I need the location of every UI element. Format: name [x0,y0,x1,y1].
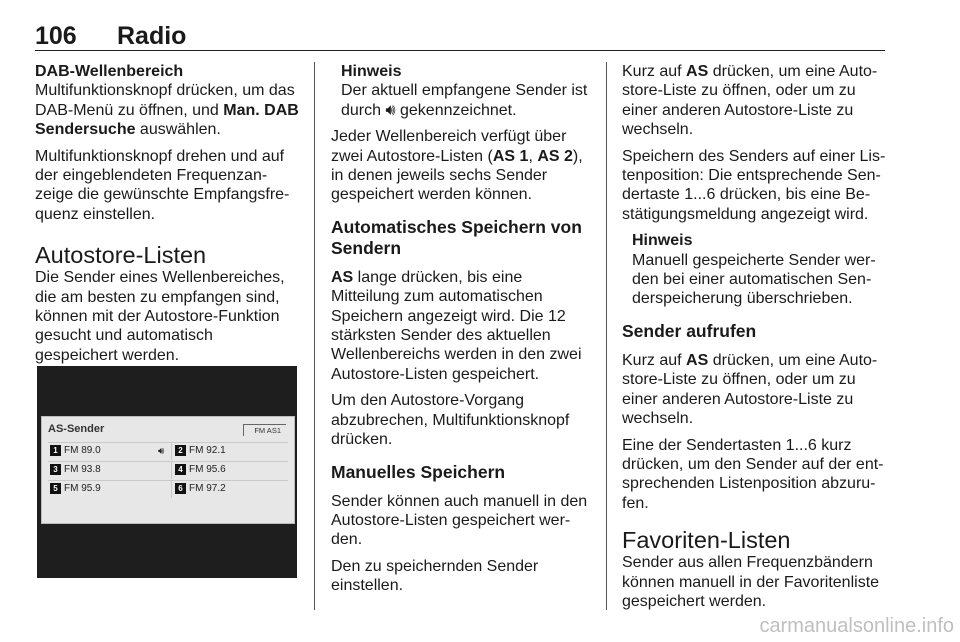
text-run: Der aktuell empfangene Sender ist durch [341,82,588,119]
heading-autostore: Autostore-Listen [35,242,207,269]
text-run: auswählen. [135,121,221,139]
text-run: Kurz auf [622,63,687,80]
paragraph-favorites: Sender aus allen Frequenzbändern können manuell in der Favoritenliste gespeichert werden. [622,554,880,610]
as-sender-panel [41,416,295,524]
paragraph-frequency: Multifunktionsknopf drehen und auf der eingeblendeten Frequenzanzeige die gewünschte Empfangsfrequenz einstellen. [35,147,290,223]
paragraph-auto-save [331,268,591,384]
text-run: drücken, um eine Autostore-Liste zu öffnen, oder um zu einer anderen Autostore-Liste zu wechseln. [622,63,878,139]
column-divider [606,62,607,610]
column-divider [314,62,315,610]
hint-text: Manuell gespeicherte Sender werden bei einer automatischen Senderspeicherung überschrieben. [632,251,876,308]
bold-as: AS [686,63,709,80]
bold-as1: AS 1 [492,147,529,165]
radio-screenshot [37,366,297,578]
heading-dab: DAB-Wellenbereich [35,63,184,80]
speaker-icon: 🔊︎ [158,446,165,457]
preset-number: 2 [175,445,186,456]
hint-box [632,231,888,309]
preset-number: 4 [175,464,186,475]
preset-frequency: FM 97.2 [189,483,226,495]
heading-auto-save: Automatisches Speichern von Sendern [331,216,582,258]
band-tab: FM AS1 [243,424,286,436]
paragraph-manual: Sender können auch manuell in den Autostore-Listen gespeichert werden. [331,492,588,549]
preset-frequency: FM 93.8 [64,464,101,476]
preset-number: 6 [175,483,186,494]
page-title: Radio [117,22,187,50]
paragraph-open-list [622,62,888,140]
text-run: Kurz auf [622,351,687,369]
column-1 [35,62,299,372]
preset-number: 3 [50,464,61,475]
heading-manual-save: Manuelles Speichern [331,461,506,482]
preset-row [48,461,288,479]
paragraph-autostore-intro: Die Sender eines Wellenbereiches, die am besten zu empfangen sind, können mit der Autostore-Funktion gesucht und automatisch gespeichert werden. [35,269,285,364]
bold-as: AS [686,351,709,369]
page-number: 106 [35,22,77,50]
preset-row [48,480,288,498]
paragraph-recall-list [622,351,888,429]
paragraph-dab-menu [35,81,299,139]
preset-row [48,442,288,460]
preset-number: 5 [50,483,61,494]
text-run: Jeder Wellenbereich verfügt über zwei Autostore-Listen ( [331,128,567,165]
panel-title: AS-Sender [48,423,105,435]
paragraph-store-position: Speichern des Senders auf einer Listenposition: Die entsprechende Sendertaste 1...6 drücken, bis eine Bestätigungsmeldung angezeigt wird. [622,147,886,223]
bold-as2: AS 2 [537,147,573,165]
preset-frequency: FM 89.0 [64,445,101,457]
column-2 [331,62,591,603]
paragraph-recall-station: Eine der Sendertasten 1...6 kurz drücken, um den Sender auf der entsprechenden Listenposition abzurufen. [622,436,884,512]
paragraph-cancel: Um den Autostore-Vorgang abzubrechen, Multifunktionsknopf drücken. [331,392,570,449]
hint-title: Hinweis [341,63,402,80]
preset-frequency: FM 92.1 [189,445,226,457]
text-run: gekennzeichnet. [395,101,517,119]
preset-number: 1 [50,445,61,456]
hint-title: Hinweis [632,232,693,250]
watermark: carmanualsonline.info [759,615,954,637]
text-run: Multifunktionsknopf drücken, um das DAB-Menü zu öffnen, und [35,82,295,119]
speaker-icon: 🔊︎ [385,101,396,119]
preset-frequency: FM 95.9 [64,483,101,495]
heading-favorites: Favoriten-Listen [622,527,791,554]
text-run: ), in denen jeweils sechs Sender gespeichert werden können. [331,147,583,204]
paragraph-autostore-lists [331,127,591,205]
paragraph-tune: Den zu speichernden Sender einstellen. [331,557,539,595]
bold-menu-item: Man. DAB Sendersuche [35,101,299,139]
text-run: drücken, um eine Autostore-Liste zu öffnen, oder um zu einer anderen Autostore-Liste zu wechseln. [622,351,878,428]
bold-as: AS [331,268,354,286]
text-run: lange drücken, bis eine Mitteilung zum automatischen Speichern angezeigt wird. Die 12 stärksten Sender des aktuellen Wellenbereichs werden in den zwei Autostore-Listen gespeichert. [331,268,582,383]
heading-recall: Sender aufrufen [622,320,757,341]
hint-box [341,62,591,120]
text-run: , [528,147,538,165]
preset-frequency: FM 95.6 [189,464,226,476]
page-header [35,22,885,51]
column-3 [622,62,888,618]
